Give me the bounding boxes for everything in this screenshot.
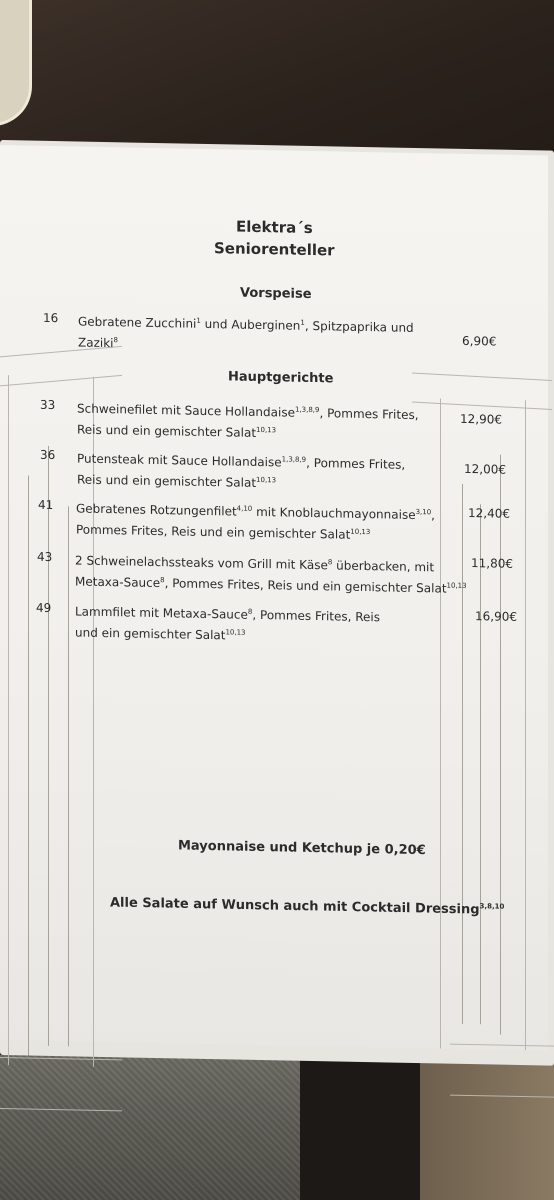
- item-price: 12,90€: [460, 411, 502, 427]
- sauce-note: Mayonnaise und Ketchup je 0,20€: [178, 838, 426, 859]
- menu-card: [0, 145, 548, 1051]
- column-flute: [28, 476, 29, 1056]
- item-number: 41: [38, 497, 54, 513]
- right-column: [440, 398, 526, 1050]
- item-number: 36: [40, 447, 56, 463]
- column-flute: [68, 506, 69, 1046]
- item-number: 33: [40, 397, 56, 413]
- menu-subtitle: Seniorenteller: [214, 239, 335, 260]
- item-description: 2 Schweinelachssteaks vom Grill mit Käse$^8$ überbacken, mit Metaxa-Sauce$^8$, Pommes Frites, Reis und ein gemischter Salat$^{10,13}$: [75, 553, 467, 596]
- column-flute: [480, 504, 481, 1024]
- item-price: 11,80€: [471, 556, 513, 571]
- column-flute: [48, 446, 49, 1046]
- item-description: Putensteak mit Sauce Hollandaise$^{1,3,8,9}$, Pommes Frites, Reis und ein gemischter Salat$^{10,13}$: [77, 451, 406, 490]
- item-description: Gebratenes Rotzungenfilet$^{4,10}$ mit Knoblauchmayonnaise$^{3,10}$, Pommes Frites, Reis und ein gemischter Salat$^{10,13}$: [76, 501, 435, 542]
- item-price: 12,40€: [468, 505, 510, 521]
- item-price: 6,90€: [462, 333, 497, 349]
- section-heading-main: Hauptgerichte: [228, 369, 334, 387]
- item-price: 12,00€: [464, 461, 506, 477]
- section-heading-starter: Vorspeise: [240, 285, 312, 302]
- item-number: 16: [43, 310, 59, 326]
- item-number: 43: [37, 549, 53, 565]
- item-description: Schweinefilet mit Sauce Hollandaise$^{1,3,8,9}$, Pommes Frites, Reis und ein gemischter Salat$^{10,13}$: [77, 401, 419, 440]
- item-price: 16,90€: [475, 609, 517, 624]
- left-column-base: [0, 1057, 122, 1111]
- salad-note: Alle Salate auf Wunsch auch mit Cocktail Dressing$^{3,8,10}$: [110, 895, 505, 918]
- fabric-shadow: [300, 1060, 420, 1200]
- item-number: 49: [36, 600, 52, 615]
- column-flute: [500, 455, 501, 1035]
- item-description: Lammfilet mit Metaxa-Sauce$^8$, Pommes Frites, Reis und ein gemischter Salat$^{10,13}$: [75, 604, 381, 643]
- right-column-base: [450, 1044, 554, 1098]
- menu-title: Elektra´s: [236, 217, 313, 238]
- table-surface: [0, 0, 554, 150]
- item-description: Gebratene Zucchini$^1$ und Auberginen$^1$, Spitzpaprika und Zaziki$^8$: [78, 314, 414, 351]
